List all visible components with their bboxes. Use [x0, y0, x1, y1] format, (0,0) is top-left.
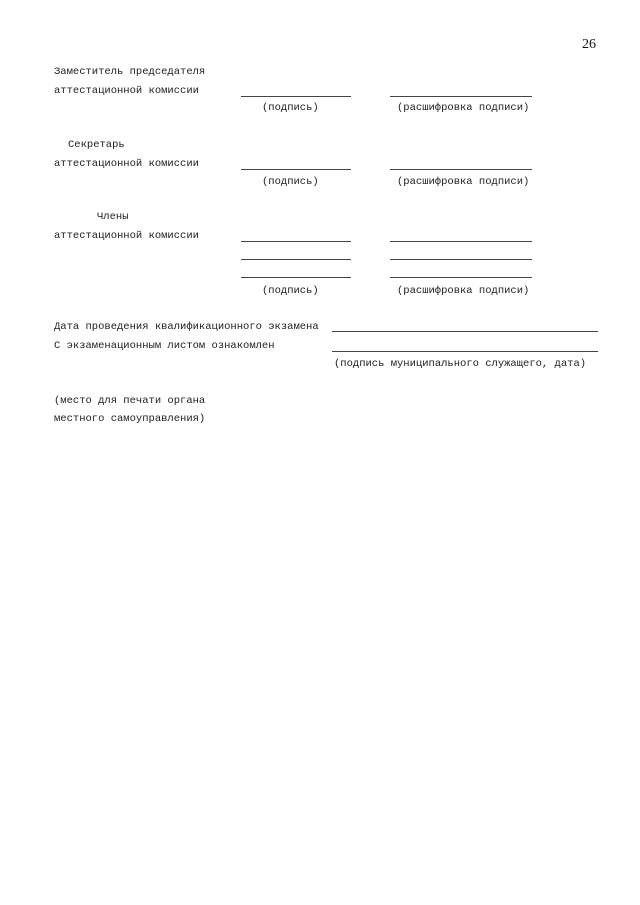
- secretary-signature-caption: (подпись): [262, 176, 319, 188]
- exam-date-label: Дата проведения квалификационного экзамена: [54, 321, 319, 333]
- deputy-title-line1: Заместитель председателя: [54, 66, 206, 78]
- page-number: 26: [582, 37, 596, 52]
- members-decoding-caption: (расшифровка подписи): [397, 285, 530, 297]
- deputy-signature-line: [241, 96, 351, 97]
- secretary-decoding-line: [390, 169, 532, 170]
- members-title-line2: аттестационной комиссии: [54, 230, 199, 242]
- secretary-decoding-caption: (расшифровка подписи): [397, 176, 530, 188]
- members-signature-line-2: [241, 259, 351, 260]
- secretary-title-line2: аттестационной комиссии: [54, 158, 199, 170]
- stamp-place-line1: (место для печати органа: [54, 395, 206, 407]
- acknowledgement-label: С экзаменационным листом ознакомлен: [54, 340, 275, 352]
- deputy-decoding-caption: (расшифровка подписи): [397, 102, 530, 114]
- exam-date-line: [332, 331, 598, 332]
- stamp-place-line2: местного самоуправления): [54, 413, 206, 425]
- secretary-title-line1: Секретарь: [68, 139, 125, 151]
- members-decoding-line-3: [390, 277, 532, 278]
- members-decoding-line-1: [390, 241, 532, 242]
- members-title-line1: Члены: [97, 211, 129, 223]
- acknowledgement-line: [332, 351, 598, 352]
- deputy-decoding-line: [390, 96, 532, 97]
- members-decoding-line-2: [390, 259, 532, 260]
- deputy-title-line2: аттестационной комиссии: [54, 85, 199, 97]
- members-signature-line-1: [241, 241, 351, 242]
- acknowledgement-caption: (подпись муниципального служащего, дата): [334, 358, 587, 370]
- secretary-signature-line: [241, 169, 351, 170]
- members-signature-line-3: [241, 277, 351, 278]
- deputy-signature-caption: (подпись): [262, 102, 319, 114]
- members-signature-caption: (подпись): [262, 285, 319, 297]
